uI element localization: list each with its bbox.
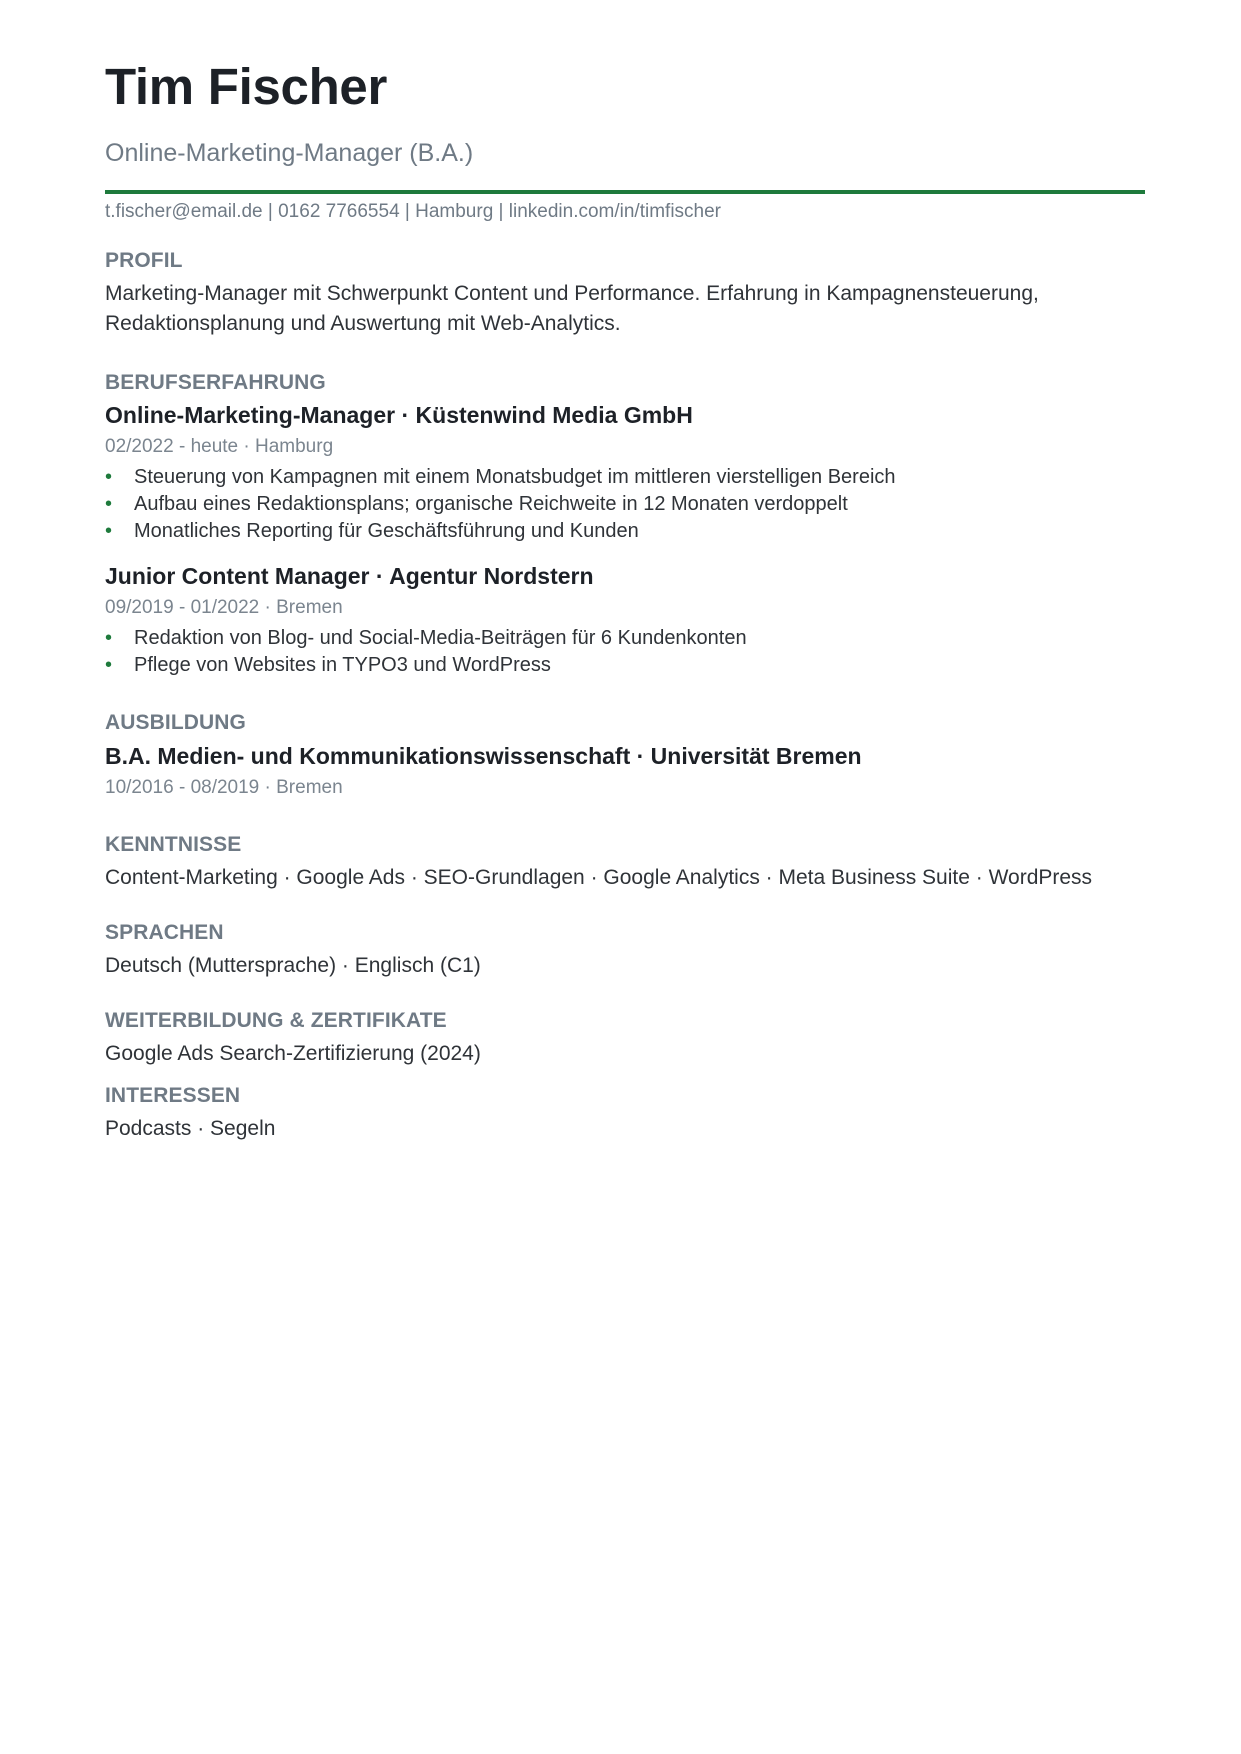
section-heading-certificates: WEITERBILDUNG & ZERTIFIKATE <box>105 1009 447 1032</box>
section-heading-education: AUSBILDUNG <box>105 711 246 734</box>
contact-line: t.fischer@email.de | 0162 7766554 | Hamburg | linkedin.com/in/timfischer <box>105 201 721 222</box>
bullet-icon: • <box>105 466 113 488</box>
job-bullet-text: Pflege von Websites in TYPO3 und WordPress <box>134 654 551 676</box>
section-heading-profil: PROFIL <box>105 249 183 272</box>
bullet-icon: • <box>105 520 113 542</box>
education-title: B.A. Medien- und Kommunikationswissenschaft · Universität Bremen <box>105 743 862 769</box>
job-meta: 09/2019 - 01/2022 · Bremen <box>105 597 343 618</box>
job-bullet <box>105 625 747 652</box>
candidate-name: Tim Fischer <box>105 58 388 115</box>
interests-text: Podcasts · Segeln <box>105 1117 276 1140</box>
job-bullet-list <box>105 625 747 679</box>
candidate-subtitle: Online-Marketing-Manager (B.A.) <box>105 139 474 167</box>
profil-text-line-1: Marketing-Manager mit Schwerpunkt Content und Performance. Erfahrung in Kampagnensteuerung, <box>105 282 1039 305</box>
bullet-icon: • <box>105 627 113 649</box>
education-meta: 10/2016 - 08/2019 · Bremen <box>105 777 343 798</box>
job-bullet <box>105 518 896 545</box>
section-heading-languages: SPRACHEN <box>105 921 224 944</box>
certificates-text: Google Ads Search-Zertifizierung (2024) <box>105 1042 481 1065</box>
job-bullet <box>105 652 747 679</box>
bullet-icon: • <box>105 493 113 515</box>
job-title: Online-Marketing-Manager · Küstenwind Media GmbH <box>105 402 693 428</box>
section-heading-experience: BERUFSERFAHRUNG <box>105 371 326 394</box>
job-bullet-list <box>105 464 896 545</box>
job-bullet-text: Redaktion von Blog- und Social-Media-Beiträgen für 6 Kundenkonten <box>134 627 747 649</box>
job-bullet-text: Monatliches Reporting für Geschäftsführung und Kunden <box>134 520 639 542</box>
skills-text: Content-Marketing · Google Ads · SEO-Grundlagen · Google Analytics · Meta Business Suite · WordPress <box>105 866 1093 889</box>
header-divider <box>105 190 1145 194</box>
profil-text-line-2: Redaktionsplanung und Auswertung mit Web-Analytics. <box>105 312 621 335</box>
job-bullet-text: Aufbau eines Redaktionsplans; organische Reichweite in 12 Monaten verdoppelt <box>134 493 848 515</box>
job-bullet-text: Steuerung von Kampagnen mit einem Monatsbudget im mittleren vierstelligen Bereich <box>134 466 896 488</box>
section-heading-skills: KENNTNISSE <box>105 833 242 856</box>
languages-text: Deutsch (Muttersprache) · Englisch (C1) <box>105 954 481 977</box>
job-title: Junior Content Manager · Agentur Nordstern <box>105 563 594 589</box>
job-bullet <box>105 464 896 491</box>
bullet-icon: • <box>105 654 113 676</box>
section-heading-interests: INTERESSEN <box>105 1084 241 1107</box>
job-bullet <box>105 491 896 518</box>
job-meta: 02/2022 - heute · Hamburg <box>105 436 334 457</box>
